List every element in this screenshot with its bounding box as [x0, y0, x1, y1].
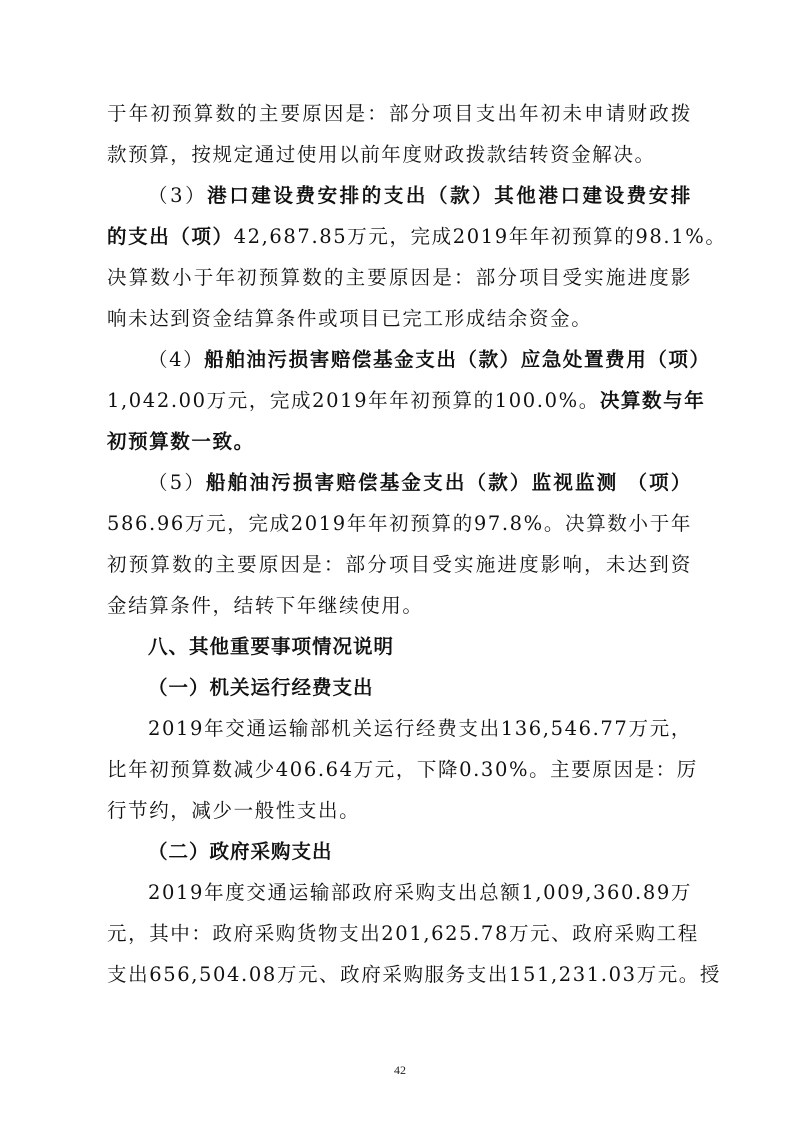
paragraph-line: 初预算数一致。 — [107, 430, 255, 453]
paragraph-line: 比年初预算数减少406.64万元，下降0.30%。主要原因是：厉 — [107, 758, 698, 781]
paragraph-line: 2019年度交通运输部政府采购支出总额1,009,360.89万 — [148, 881, 692, 904]
paragraph-line — [107, 339, 711, 380]
paragraph-line: 于年初预算数的主要原因是：部分项目支出年初未申请财政拨 — [107, 102, 692, 125]
item-number: （5） — [148, 471, 207, 494]
item-heading: 港口建设费安排的支出（款）其他港口建设费安排 — [207, 184, 692, 207]
item-heading: 的支出（项） — [107, 225, 234, 248]
document-page — [107, 93, 727, 995]
item-number: （3） — [148, 184, 208, 207]
section-heading: 八、其他重要事项情况说明 — [148, 635, 395, 658]
paragraph-line: 元，其中：政府采购货物支出201,625.78万元、政府采购工程 — [107, 922, 699, 945]
paragraph-line: 2019年交通运输部机关运行经费支出136,546.77万元， — [148, 717, 692, 740]
subsection-heading: （二）政府采购支出 — [148, 840, 333, 863]
paragraph-line: 金结算条件，结转下年继续使用。 — [107, 594, 424, 617]
page-number: 42 — [394, 1063, 406, 1077]
paragraph-line: 支出656,504.08万元、政府采购服务支出151,231.03万元。授 — [107, 963, 721, 986]
item-amount: 42,687.85万元，完成2019年年初预算的98.1%。 — [233, 225, 727, 248]
paragraph-line: 决算数小于年初预算数的主要原因是：部分项目受实施进度影 — [107, 266, 692, 289]
paragraph-line: 响未达到资金结算条件或项目已完工形成结余资金。 — [107, 307, 593, 330]
paragraph-line: 款预算，按规定通过使用以前年度财政拨款结转资金解决。 — [107, 143, 656, 166]
item-amount: 1,042.00万元，完成2019年年初预算的100.0%。 — [107, 389, 600, 412]
paragraph-line: 初预算数的主要原因是：部分项目受实施进度影响，未达到资 — [107, 553, 692, 576]
paragraph-line — [107, 462, 692, 503]
paragraph-line — [107, 216, 727, 257]
subsection-heading: （一）机关运行经费支出 — [148, 676, 374, 699]
paragraph-line: 行节约，减少一般性支出。 — [107, 799, 361, 822]
item-heading: 船舶油污损害赔偿基金支出（款）监视监测 （项） — [206, 471, 692, 494]
paragraph-line — [107, 175, 692, 216]
item-number: （4） — [148, 348, 205, 371]
item-heading: 船舶油污损害赔偿基金支出（款）应急处置费用（项） — [204, 348, 711, 371]
item-conclusion: 决算数与年 — [599, 389, 706, 412]
paragraph-line — [107, 380, 706, 421]
paragraph-line: 586.96万元，完成2019年年初预算的97.8%。决算数小于年 — [107, 512, 692, 535]
